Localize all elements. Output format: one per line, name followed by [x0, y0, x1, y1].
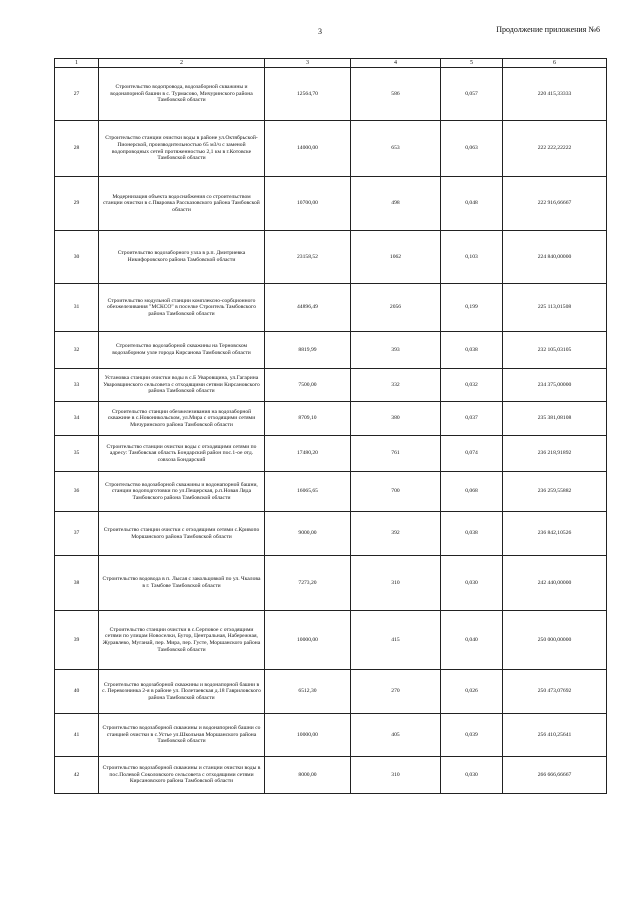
value-col-5: 0,068: [441, 472, 503, 512]
value-col-5: 0,103: [441, 231, 503, 284]
value-col-4: 498: [351, 177, 441, 231]
value-col-4: 380: [351, 402, 441, 436]
row-number: 29: [55, 177, 99, 231]
value-col-5: 0,030: [441, 757, 503, 794]
column-header: 5: [441, 59, 503, 68]
project-name: Строительство водозаборной скважины и станции очистки воды в пос.Полевой Соколовского сельсовета с отходящими сетями Кирсановского района Тамбовской области: [99, 757, 265, 794]
value-col-4: 2056: [351, 284, 441, 332]
value-col-4: 405: [351, 714, 441, 757]
row-number: 42: [55, 757, 99, 794]
value-col-3: 7273,20: [265, 556, 351, 611]
appendix-continuation-note: Продолжение приложения №6: [496, 25, 600, 34]
value-col-4: 310: [351, 556, 441, 611]
project-name: Строительство водозаборной скважины на Терновском водозаборном узле города Кирсанова Тамбовской области: [99, 332, 265, 369]
row-number: 34: [55, 402, 99, 436]
table-row: [55, 436, 607, 472]
value-col-5: 0,030: [441, 556, 503, 611]
value-col-3: 8819,99: [265, 332, 351, 369]
value-col-5: 0,048: [441, 177, 503, 231]
value-col-4: 310: [351, 757, 441, 794]
column-header: 6: [503, 59, 607, 68]
value-col-6: 236 218,91892: [503, 436, 607, 472]
value-col-4: 761: [351, 436, 441, 472]
value-col-5: 0,063: [441, 121, 503, 177]
project-name: Строительство водовода в п. Лысая с закольцовкой по ул. Чкалова в г. Тамбове Тамбовской области: [99, 556, 265, 611]
value-col-3: 44896,49: [265, 284, 351, 332]
page-number: 3: [318, 27, 322, 36]
column-header: 3: [265, 59, 351, 68]
value-col-5: 0,074: [441, 436, 503, 472]
row-number: 36: [55, 472, 99, 512]
value-col-6: 224 840,00000: [503, 231, 607, 284]
project-name: Строительство водозаборной скважины и водонапорной башни, станции водоподготовки по ул.Пещерская, р.п.Новая Ляда Тамбовского района Тамбовской области: [99, 472, 265, 512]
project-name: Строительство станции очистки воды с отходящими сетями по адресу: Тамбовская область Бондарский район пос.1-ое отд. совхоза Бондарский: [99, 436, 265, 472]
value-col-3: 8000,00: [265, 757, 351, 794]
value-col-4: 1062: [351, 231, 441, 284]
value-col-6: 250 473,07692: [503, 670, 607, 714]
row-number: 31: [55, 284, 99, 332]
row-number: 27: [55, 68, 99, 121]
project-name: Модернизация объекта водоснабжения со строительством станции очистки в с.Пваровка Рассказовского района Тамбовской области: [99, 177, 265, 231]
column-header: 2: [99, 59, 265, 68]
value-col-3: 10000,00: [265, 714, 351, 757]
value-col-5: 0,057: [441, 68, 503, 121]
row-number: 39: [55, 611, 99, 670]
table-row: [55, 512, 607, 556]
value-col-3: 8709,10: [265, 402, 351, 436]
value-col-4: 393: [351, 332, 441, 369]
table-row: [55, 332, 607, 369]
value-col-6: 222 916,66667: [503, 177, 607, 231]
column-header: 4: [351, 59, 441, 68]
row-number: 30: [55, 231, 99, 284]
project-name: Строительство водозаборной скважины и водонапорной башни в с. Перевознинка 2-я в районе ул. Полетаевская д.18 Гавриловского района Тамбовской области: [99, 670, 265, 714]
value-col-5: 0,032: [441, 369, 503, 402]
value-col-5: 0,040: [441, 611, 503, 670]
value-col-4: 270: [351, 670, 441, 714]
value-col-4: 392: [351, 512, 441, 556]
value-col-6: 236 259,55882: [503, 472, 607, 512]
row-number: 40: [55, 670, 99, 714]
value-col-6: 225 113,01508: [503, 284, 607, 332]
table-row: [55, 611, 607, 670]
value-col-3: 10700,00: [265, 177, 351, 231]
value-col-4: 415: [351, 611, 441, 670]
table-row: [55, 284, 607, 332]
table-row: [55, 177, 607, 231]
value-col-6: 242 440,00000: [503, 556, 607, 611]
table-row: [55, 369, 607, 402]
value-col-4: 332: [351, 369, 441, 402]
value-col-5: 0,199: [441, 284, 503, 332]
project-name: Строительство станции очистки воды в районе ул.Октябрьской-Пионерской, производительностью 65 м3/ч с заменой водопроводных сетей протяженностью 2,1 км в г.Котовске Тамбовской области: [99, 121, 265, 177]
table-row: [55, 68, 607, 121]
project-name: Установка станции очистки воды в с.Б Уваровщина, ул.Гагарина Уваровщинского сельсовета с отходящими сетями Кирсановского района Тамбовской области: [99, 369, 265, 402]
value-col-5: 0,039: [441, 714, 503, 757]
project-name: Строительство станции очистки с отходящими сетями с.Кривопо Моршанского района Тамбовской области: [99, 512, 265, 556]
value-col-6: 266 666,66667: [503, 757, 607, 794]
row-number: 32: [55, 332, 99, 369]
table-row: [55, 670, 607, 714]
table-row: [55, 472, 607, 512]
value-col-3: 12564,70: [265, 68, 351, 121]
value-col-4: 700: [351, 472, 441, 512]
project-name: Строительство станции очистки в с.Серповое с отходящими сетями по улицам Новоселки, Бугор, Центральная, Набережная, Журавлево, Муганай, пер. Мира, пер. Густе, Моршанского района Тамбовской области: [99, 611, 265, 670]
table-row: [55, 121, 607, 177]
project-name: Строительство модульной станции комплексно-сорбционного обезжелезивания "МСКСО" в поселке Строитель Тамбовского района Тамбовской области: [99, 284, 265, 332]
value-col-6: 250 000,00000: [503, 611, 607, 670]
project-name: Строительство станции обезжелезивания на водозаборной скважине в с.Новоникольском, ул.Мира с отходящими сетями Мичуринского района Тамбовской области: [99, 402, 265, 436]
row-number: 38: [55, 556, 99, 611]
row-number: 33: [55, 369, 99, 402]
row-number: 35: [55, 436, 99, 472]
table-row: [55, 402, 607, 436]
value-col-3: 7500,00: [265, 369, 351, 402]
table-row: [55, 556, 607, 611]
project-name: Строительство водозаборного узла в р.п. Дмитриевка Никифоровского района Тамбовской области: [99, 231, 265, 284]
value-col-3: 10000,00: [265, 611, 351, 670]
value-col-4: 586: [351, 68, 441, 121]
value-col-5: 0,026: [441, 670, 503, 714]
value-col-3: 16065,65: [265, 472, 351, 512]
value-col-6: 220 415,33333: [503, 68, 607, 121]
row-number: 41: [55, 714, 99, 757]
value-col-5: 0,038: [441, 512, 503, 556]
table-row: [55, 231, 607, 284]
column-header: 1: [55, 59, 99, 68]
value-col-6: 232 105,03105: [503, 332, 607, 369]
value-col-3: 6512,30: [265, 670, 351, 714]
row-number: 28: [55, 121, 99, 177]
value-col-5: 0,037: [441, 402, 503, 436]
row-number: 37: [55, 512, 99, 556]
value-col-6: 235 381,08108: [503, 402, 607, 436]
table-row: [55, 714, 607, 757]
value-col-3: 17480,20: [265, 436, 351, 472]
project-name: Строительство водопровода, водозаборной скважины и водонапорной башни в с. Турмасово, Мичуринского района Тамбовской области: [99, 68, 265, 121]
value-col-3: 14000,00: [265, 121, 351, 177]
value-col-4: 653: [351, 121, 441, 177]
value-col-5: 0,038: [441, 332, 503, 369]
value-col-6: 234 375,00000: [503, 369, 607, 402]
value-col-6: 236 842,10526: [503, 512, 607, 556]
projects-table: [54, 58, 607, 794]
value-col-6: 256 410,25641: [503, 714, 607, 757]
value-col-6: 222 222,22222: [503, 121, 607, 177]
value-col-3: 23158,52: [265, 231, 351, 284]
table-row: [55, 757, 607, 794]
value-col-3: 9000,00: [265, 512, 351, 556]
project-name: Строительство водозаборной скважины и водонапорной башни со станцией очистки в с.Устье ул.Школьная Моршанского района Тамбовской области: [99, 714, 265, 757]
column-number-row: [55, 59, 607, 68]
